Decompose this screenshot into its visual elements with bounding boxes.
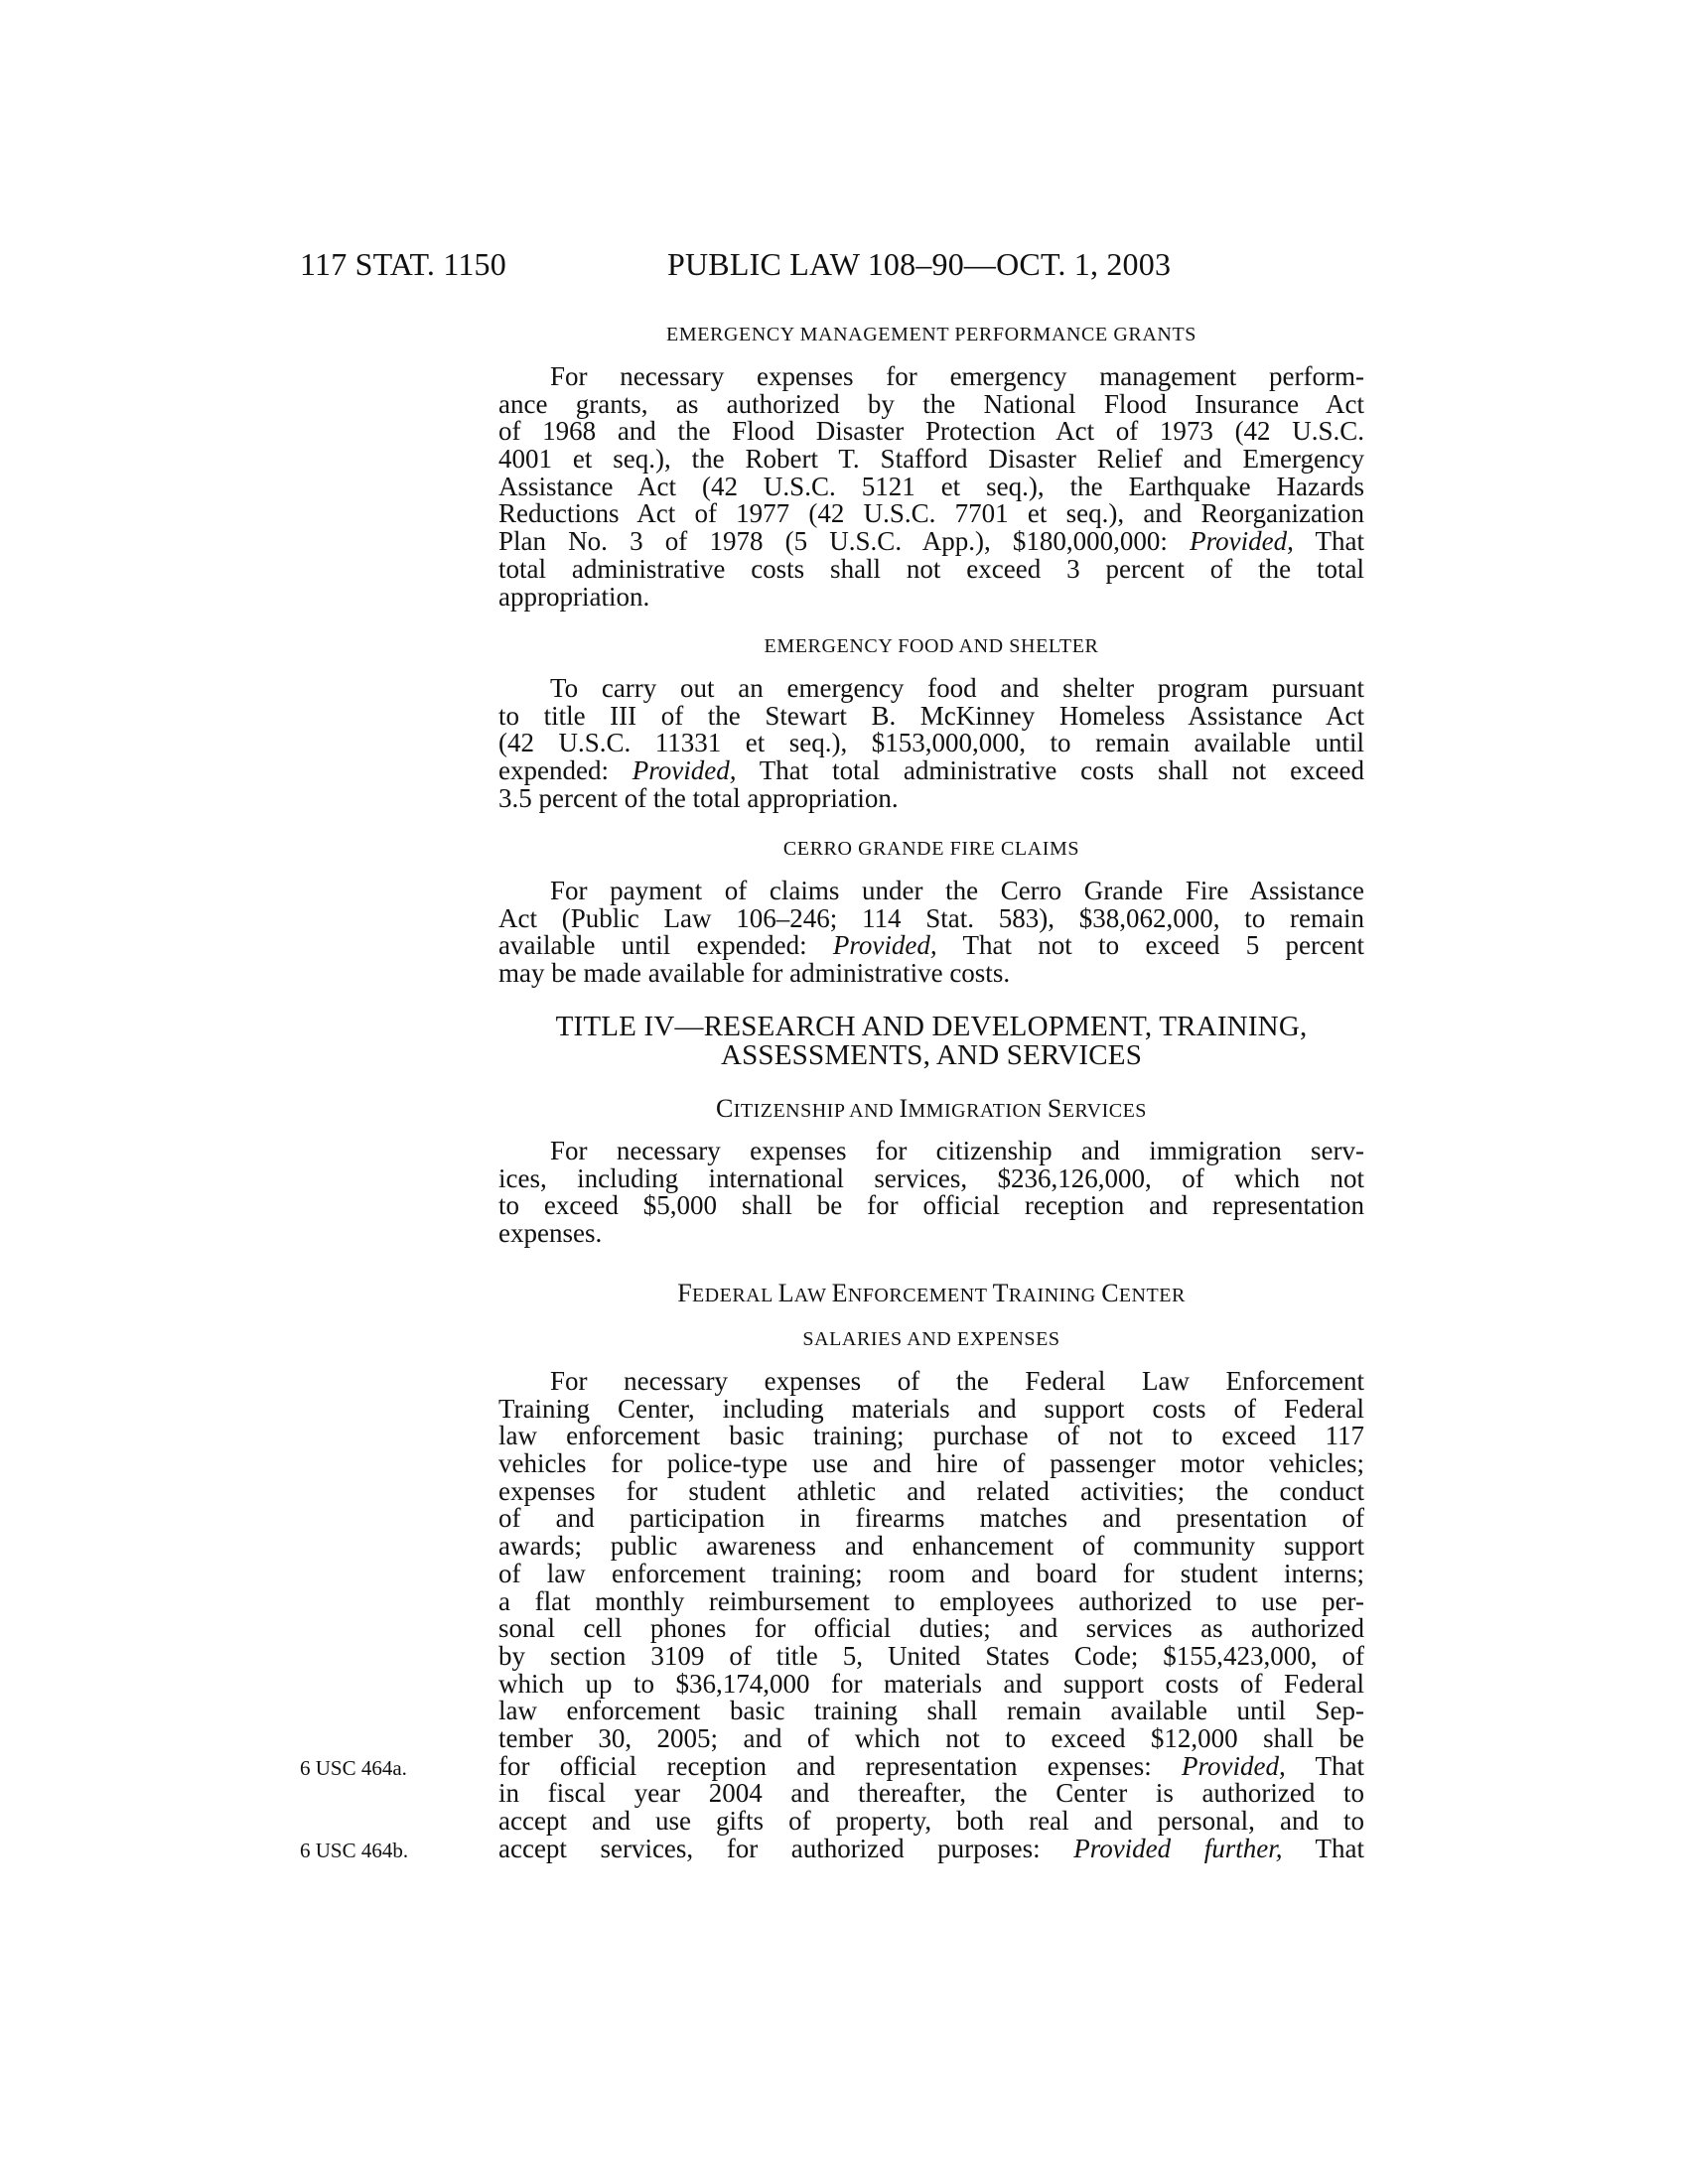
text-run: That not to exceed 5 percent [936,930,1364,961]
text-line: by section 3109 of title 5, United States Code; $155,423,000, of [498,1640,1364,1671]
title-iv-line-2: ASSESSMENTS, AND SERVICES [720,1039,1143,1071]
text-line: sonal cell phones for official duties; and services as authorized [498,1613,1364,1644]
text-line: expenses. [498,1218,603,1249]
italic-provided: Provided, [1182,1750,1286,1781]
text-run: That [1293,526,1364,557]
text-line: to title III of the Stewart B. McKinney Homeless Assistance Act [498,700,1364,731]
heading-text: AW [793,1285,832,1306]
text-line [498,1833,1364,1863]
text-line: to exceed $5,000 shall be for official reception and representation [498,1190,1364,1221]
page-law-reference: PUBLIC LAW 108–90—OCT. 1, 2003 [667,246,1172,282]
heading-text: EDERAL [691,1285,778,1306]
text-line: For necessary expenses for citizenship and immigration serv- [550,1136,1364,1165]
paragraph-fletc [498,1368,1364,1862]
text-line: ance grants, as authorized by the National Flood Insurance Act [498,388,1364,419]
text-line: may be made available for administrative costs. [498,958,1011,989]
heading-initial: C [716,1094,734,1123]
heading-text: ITIZENSHIP AND [733,1100,900,1122]
text-run: Plan No. 3 of 1978 (5 U.S.C. App.), $180,000,000: [498,526,1191,557]
paragraph-citizenship [498,1138,1364,1248]
heading-text: ENTER [1118,1285,1186,1306]
text-line: of law enforcement training; room and board for student interns; [498,1558,1364,1588]
text-run: That [1285,1750,1364,1781]
text-run: expended: [498,755,633,786]
text-line: a flat monthly reimbursement to employees authorized to use per- [498,1585,1364,1616]
text-line [498,1750,1364,1781]
text-line: of 1968 and the Flood Disaster Protection Act of 1973 (42 U.S.C. [498,416,1364,447]
paragraph-emergency-management [498,363,1364,611]
subheading-salaries-expenses: SALARIES AND EXPENSES [802,1328,1060,1350]
italic-provided: Provided, [1190,526,1294,557]
title-iv-line-1: TITLE IV—RESEARCH AND DEVELOPMENT, TRAINING, [555,1011,1308,1042]
paragraph-cerro-grande [498,878,1364,988]
text-line [498,932,1364,960]
margin-note-usc-464b: 6 USC 464b. [300,1839,409,1862]
heading-text: ERVICES [1061,1100,1147,1122]
italic-provided: Provided, [832,930,937,961]
page-stat-reference: 117 STAT. 1150 [300,246,506,282]
heading-text: NFORCEMENT [847,1285,993,1306]
heading-text: MMIGRATION [908,1100,1048,1122]
text-line [498,757,1364,785]
heading-initial: C [1101,1279,1119,1307]
text-line: For necessary expenses for emergency management perform- [550,361,1364,391]
text-run: That [1282,1833,1364,1863]
text-line: law enforcement basic training; purchase of not to exceed 117 [498,1421,1364,1451]
text-line: For payment of claims under the Cerro Grande Fire Assistance [550,876,1364,905]
margin-note-usc-464a: 6 USC 464a. [300,1756,407,1780]
text-line: vehicles for police-type use and hire of passenger motor vehicles; [498,1448,1364,1479]
italic-provided: Provided, [632,755,737,786]
text-line: To carry out an emergency food and shelter program pursuant [550,673,1364,703]
text-line: of and participation in firearms matches and presentation of [498,1503,1364,1534]
heading-initial: L [777,1279,794,1307]
text-line: accept and use gifts of property, both real and personal, and to [498,1806,1364,1836]
text-line: (42 U.S.C. 11331 et seq.), $153,000,000, to remain available until [498,728,1364,758]
text-line: Act (Public Law 106–246; 114 Stat. 583), $38,062,000, to remain [498,902,1364,933]
section-heading-cerro-grande: CERRO GRANDE FIRE CLAIMS [782,838,1080,860]
text-line: which up to $36,174,000 for materials and support costs of Federal [498,1668,1364,1699]
text-line: Assistance Act (42 U.S.C. 5121 et seq.), the Earthquake Hazards [498,471,1364,501]
section-heading-fletc [498,1279,1364,1308]
heading-initial: E [831,1279,848,1307]
section-heading-food-shelter: EMERGENCY FOOD AND SHELTER [764,635,1099,657]
italic-provided-further: Provided further, [1073,1833,1283,1863]
text-line: Training Center, including materials and support costs of Federal [498,1393,1364,1424]
heading-initial: S [1047,1094,1062,1123]
text-line: tember 30, 2005; and of which not to exceed $12,000 shall be [498,1722,1364,1753]
text-line: 3.5 percent of the total appropriation. [498,782,899,813]
text-run: for official reception and representation expenses: [498,1750,1182,1781]
section-heading-citizenship [498,1094,1364,1124]
heading-initial: T [992,1279,1009,1307]
text-line: law enforcement basic training shall remain available until Sep- [498,1696,1364,1726]
text-line: Reductions Act of 1977 (42 U.S.C. 7701 et seq.), and Reorganization [498,498,1364,529]
paragraph-food-shelter [498,675,1364,812]
heading-text: RAINING [1008,1285,1102,1306]
text-line: total administrative costs shall not exceed 3 percent of the total [498,553,1364,584]
text-line: 4001 et seq.), the Robert T. Stafford Disaster Relief and Emergency [498,444,1364,475]
title-iv-heading [498,1013,1364,1070]
text-line: appropriation. [498,581,650,612]
text-line: in fiscal year 2004 and thereafter, the Center is authorized to [498,1778,1364,1809]
heading-initial: F [677,1279,692,1307]
section-heading-emergency-management: EMERGENCY MANAGEMENT PERFORMANCE GRANTS [666,324,1196,345]
text-line: awards; public awareness and enhancement of community support [498,1531,1364,1562]
heading-initial: I [899,1094,909,1123]
text-run: available until expended: [498,930,833,961]
text-run: accept services, for authorized purposes: [498,1833,1074,1863]
text-line: ices, including international services, $236,126,000, of which not [498,1162,1364,1193]
text-line: For necessary expenses of the Federal Law Enforcement [550,1366,1364,1396]
text-line: expenses for student athletic and related activities; the conduct [498,1475,1364,1506]
text-line [498,528,1364,556]
text-run: That total administrative costs shall not exceed [736,755,1364,786]
